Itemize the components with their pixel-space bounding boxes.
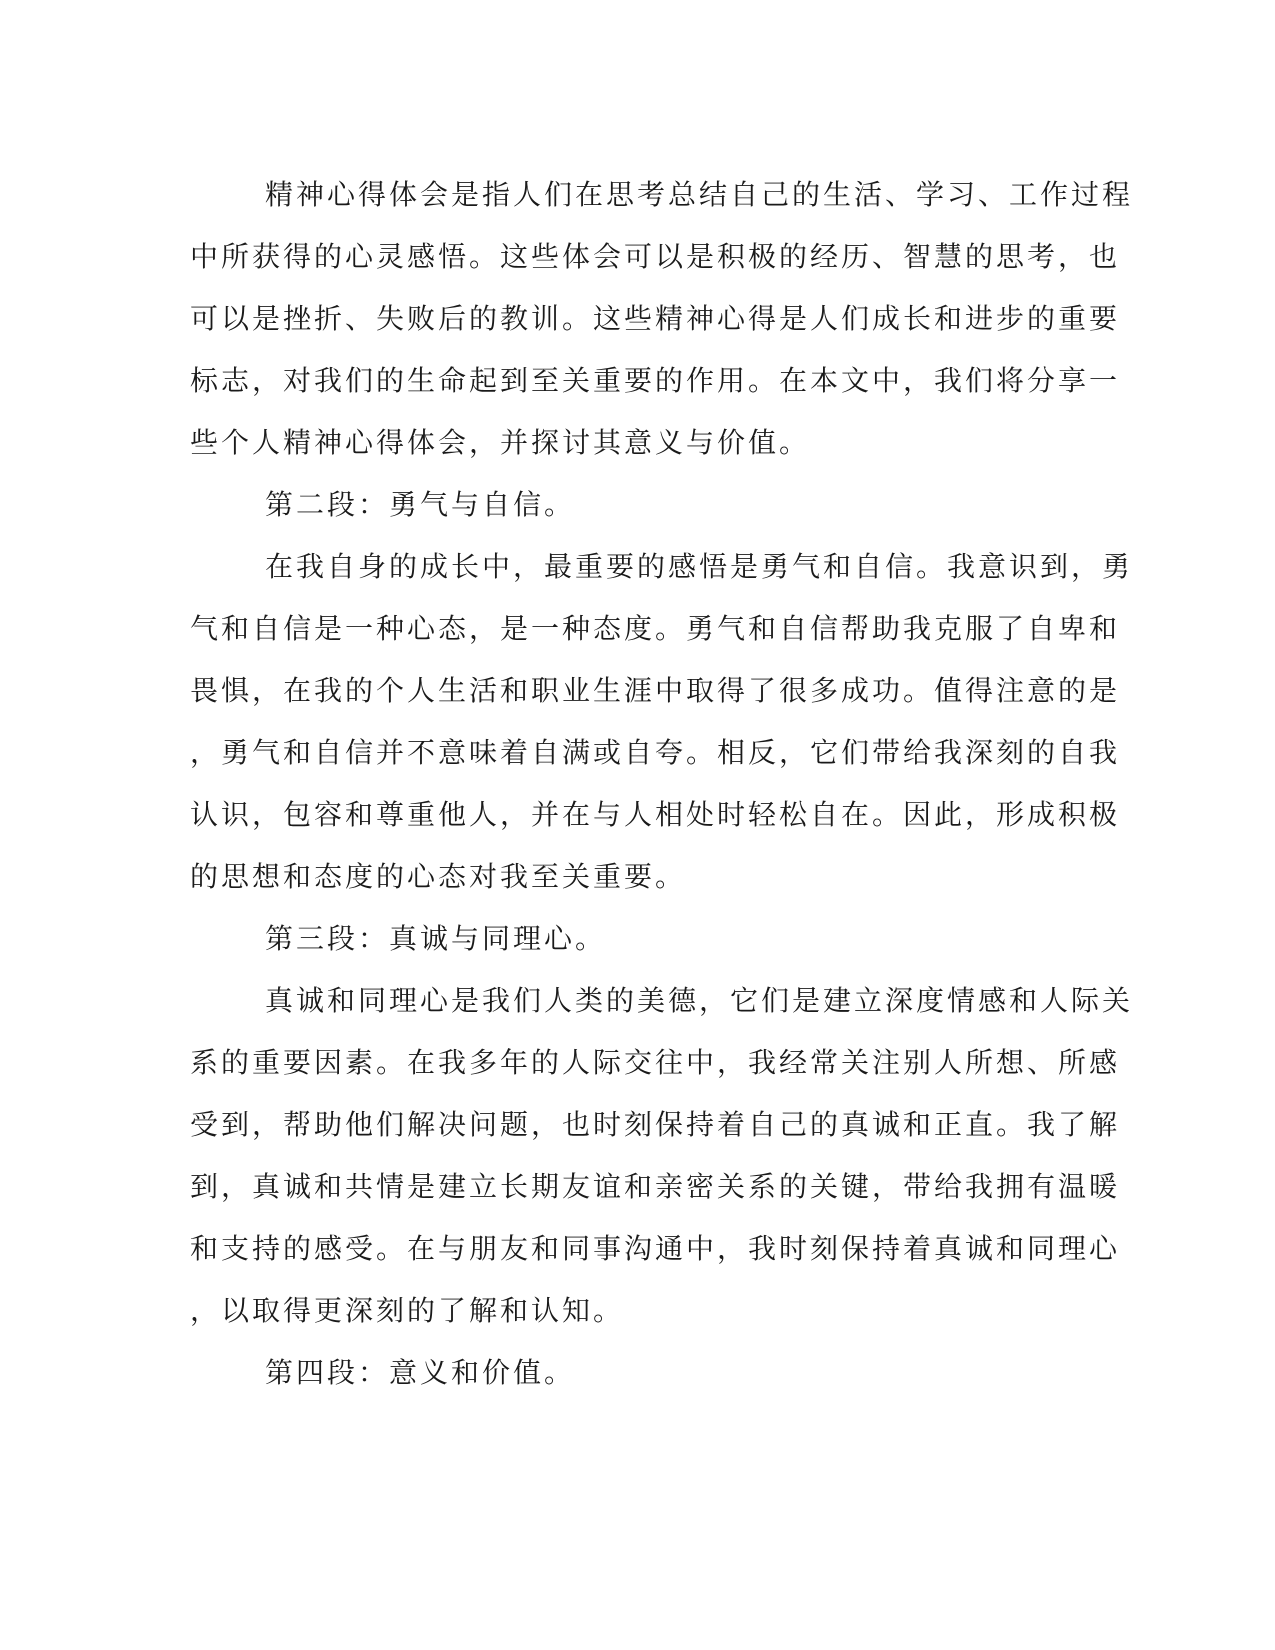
section-heading: 第三段：真诚与同理心。 [265,922,607,955]
text-line: 到，真诚和共情是建立长期友谊和亲密关系的关键，带给我拥有温暖 [190,1170,1121,1203]
text-line: 和支持的感受。在与朋友和同事沟通中，我时刻保持着真诚和同理心 [190,1232,1121,1265]
text-line: 畏惧，在我的个人生活和职业生涯中取得了很多成功。值得注意的是 [190,674,1121,707]
text-line: 真诚和同理心是我们人类的美德，它们是建立深度情感和人际关 [265,984,1134,1017]
section-heading: 第四段：意义和价值。 [265,1356,576,1389]
text-line: ，以取得更深刻的了解和认知。 [190,1294,625,1327]
text-line: 中所获得的心灵感悟。这些体会可以是积极的经历、智慧的思考，也 [190,240,1121,273]
text-line: 受到，帮助他们解决问题，也时刻保持着自己的真诚和正直。我了解 [190,1108,1121,1141]
text-line: 认识，包容和尊重他人，并在与人相处时轻松自在。因此，形成积极 [190,798,1121,831]
text-line: 标志，对我们的生命起到至关重要的作用。在本文中，我们将分享一 [190,364,1121,397]
text-line: 气和自信是一种心态，是一种态度。勇气和自信帮助我克服了自卑和 [190,612,1121,645]
text-line: ，勇气和自信并不意味着自满或自夸。相反，它们带给我深刻的自我 [190,736,1121,769]
text-line: 在我自身的成长中，最重要的感悟是勇气和自信。我意识到，勇 [265,550,1134,583]
text-line: 精神心得体会是指人们在思考总结自己的生活、学习、工作过程 [265,178,1134,211]
section-heading: 第二段：勇气与自信。 [265,488,576,521]
text-line: 的思想和态度的心态对我至关重要。 [190,860,687,893]
text-line: 可以是挫折、失败后的教训。这些精神心得是人们成长和进步的重要 [190,302,1121,335]
text-line: 系的重要因素。在我多年的人际交往中，我经常关注别人所想、所感 [190,1046,1121,1079]
document-body [190,164,1134,1404]
text-line: 些个人精神心得体会，并探讨其意义与价值。 [190,426,811,459]
